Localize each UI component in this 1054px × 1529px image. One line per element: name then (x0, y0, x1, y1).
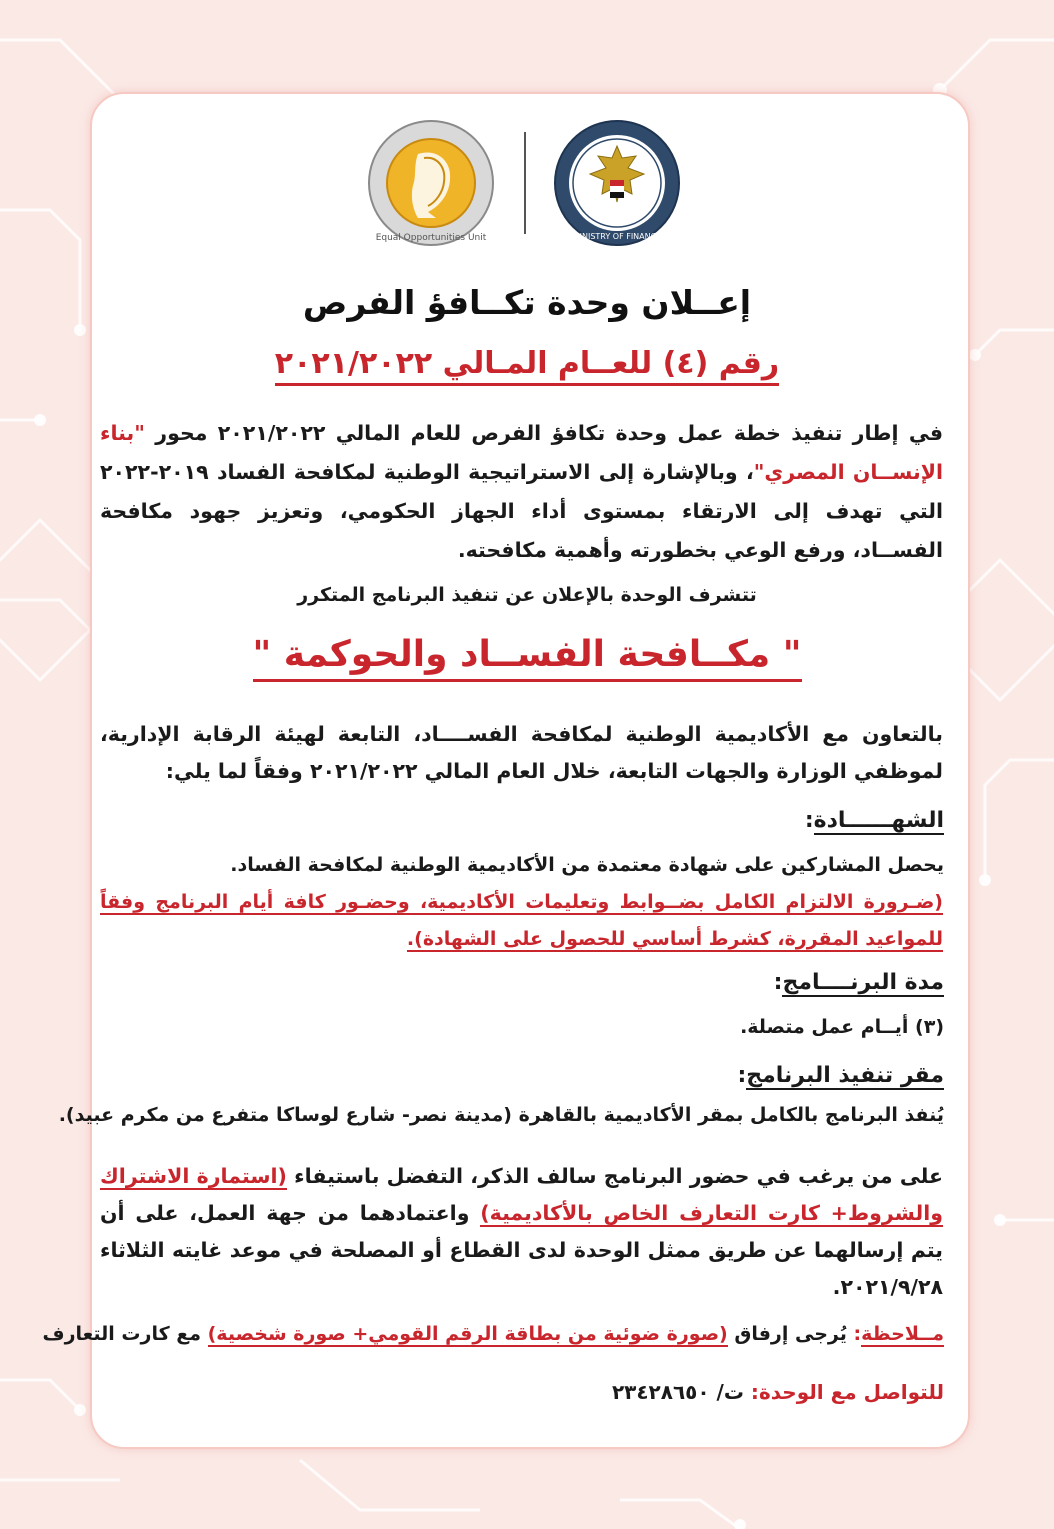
note-label: مــلاحظة (861, 1323, 944, 1345)
intro-highlight: "بناء الإنســان المصري" (100, 421, 943, 484)
note-part2: مع كارت التعارف (42, 1323, 208, 1345)
application-highlight: (استمارة الاشتراك والشروط+ كارت التعارف الخاص بالأكاديمية) (100, 1164, 943, 1225)
application-part2: واعتمادهما من جهة العمل، على أن يتم إرسالهما عن طريق ممثل الوحدة لدى القطاع أو المصلحة في موعد غايته الثلاثاء ٢٠٢١/٩/٢٨. (100, 1201, 943, 1299)
certificate-label: الشهــــــادة (813, 808, 944, 833)
location-heading: مقر تنفيذ البرنامج: (737, 1063, 944, 1088)
note-line: مــلاحظة: يُرجى إرفاق (صورة ضوئية من بطاقة الرقم القومي+ صورة شخصية) مع كارت التعارف (42, 1323, 944, 1345)
duration-heading: مدة البرنــــامج: (773, 970, 944, 995)
certificate-text: يحصل المشاركين على شهادة معتمدة من الأكاديمية الوطنية لمكافحة الفساد. (230, 854, 944, 876)
certificate-note-text: (ضـرورة الالتزام الكامل بضــوابط وتعليمات الأكاديمية، وحضـور كافة أيام البرنامج وفقاً للمواعيد المقررة، كشرط أساسي للحصول على الشهادة). (100, 891, 943, 950)
subtitle-text: رقم (٤) للعــام المـالي ٢٠٢١/٢٠٢٢ (275, 346, 779, 386)
location-label: مقر تنفيذ البرنامج (746, 1063, 944, 1088)
eou-english-text: Equal Opportunities Unit (375, 233, 487, 243)
location-text: يُنفذ البرنامج بالكامل بمقر الأكاديمية بالقاهرة (مدينة نصر- شارع لوساكا متفرع من مكرم عبيد). (58, 1104, 944, 1126)
program-title-text: " مكــافحة الفســاد والحوكمة " (253, 634, 802, 682)
note-highlight: (صورة ضوئية من بطاقة الرقم القومي+ صورة شخصية) (207, 1323, 728, 1345)
mof-english-text: MINISTRY OF FINANCE (572, 232, 662, 241)
program-title (150, 634, 904, 675)
honor-line: تتشرف الوحدة بالإعلان عن تنفيذ البرنامج المتكرر (297, 584, 757, 606)
contact-label: للتواصل مع الوحدة (758, 1380, 944, 1404)
note-part1: يُرجى إرفاق (727, 1323, 854, 1345)
ministry-of-finance-logo (552, 118, 682, 248)
contact-phone: ت/ ٢٣٤٢٨٦٥٠ (611, 1380, 744, 1404)
certificate-note (100, 884, 943, 958)
intro-part1: في إطار تنفيذ خطة عمل وحدة تكافؤ الفرص للعام المالي ٢٠٢١/٢٠٢٢ محور (144, 421, 943, 445)
certificate-heading: الشهــــــادة: (804, 808, 944, 833)
logo-separator (524, 132, 526, 234)
application-part1: على من يرغب في حضور البرنامج سالف الذكر، التفضل باستيفاء (286, 1164, 943, 1188)
cooperation-paragraph: بالتعاون مع الأكاديمية الوطنية لمكافحة الفســــاد، التابعة لهيئة الرقابة الإدارية، لموظفي الوزارة والجهات التابعة، خلال العام المالي ٢٠٢١/٢٠٢٢ وفقاً لما يلي: (100, 722, 943, 783)
announcement-title: إعــلان وحدة تكــافؤ الفرص (302, 283, 752, 322)
duration-text: (٣) أيــام عمل متصلة. (740, 1016, 944, 1038)
equal-opportunities-unit-logo (366, 118, 496, 248)
contact-line: للتواصل مع الوحدة: ت/ ٢٣٤٢٨٦٥٠ (611, 1380, 944, 1404)
application-paragraph (100, 1158, 943, 1306)
logos-row (0, 118, 1054, 248)
announcement-subtitle (150, 346, 904, 381)
intro-paragraph (100, 414, 943, 570)
intro-part2: ، وبالإشارة إلى الاستراتيجية الوطنية لمكافحة الفساد ٢٠١٩-٢٠٢٢ التي تهدف إلى الارتقاء بمستوى أداء الجهاز الحكومي، وتعزيز جهود مكافحة الفســاد، ورفع الوعي بخطورته وأهمية مكافحته. (100, 460, 943, 562)
duration-label: مدة البرنــــامج (782, 970, 944, 995)
